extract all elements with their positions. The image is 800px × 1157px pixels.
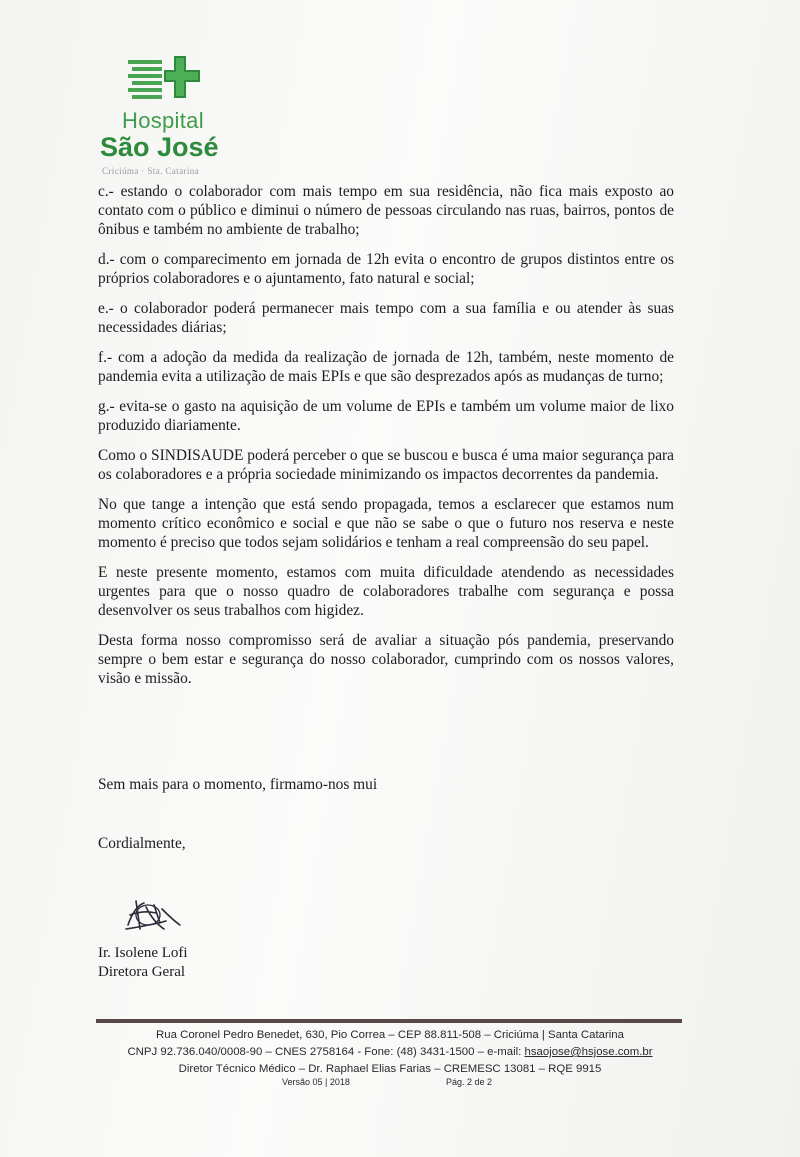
logo-hospital-text: Hospital	[122, 108, 204, 133]
paragraph-sindisaude: Como o SINDISAUDE poderá perceber o que se buscou e busca é uma maior segurança para os colaboradores e a própria sociedade minimizando os impactos decorrentes da pandemia.	[98, 447, 674, 483]
paragraph-f: f.- com a adoção da medida da realização de jornada de 12h, também, neste momento de pandemia evita a utilização de mais EPIs e que são desprezados após as mudanças de turno;	[98, 349, 674, 385]
logo-city-text: Criciúma · Sta. Catarina	[102, 166, 200, 176]
handwritten-signature	[118, 895, 188, 937]
footer-address: Rua Coronel Pedro Benedet, 630, Pio Correa – CEP 88.811-508 – Criciúma | Santa Catarina	[156, 1029, 624, 1041]
footer	[90, 1027, 690, 1078]
paragraph-e: e.- o colaborador poderá permanecer mais tempo com a sua família e ou atender às suas necessidades diárias;	[98, 300, 674, 336]
signer-title: Diretora Geral	[98, 964, 186, 980]
letter-body	[98, 182, 674, 699]
paragraph-dificuldade: E neste presente momento, estamos com muita dificuldade atendendo as necessidades urgentes para que o nosso quadro de colaboradores trabalhe com segurança e possa desenvolver os seus trabalhos com higidez.	[98, 564, 674, 619]
paragraph-c: c.- estando o colaborador com mais tempo em sua residência, não fica mais exposto ao contato com o público e diminui o número de pessoas circulando nas ruas, bairros, pontos de ônibus e também no ambiente de trabalho;	[98, 183, 674, 238]
closing-line: Sem mais para o momento, firmamo-nos mui	[98, 776, 378, 793]
hospital-logo	[98, 52, 248, 182]
greeting-line: Cordialmente,	[98, 835, 186, 852]
footer-contact-text: CNPJ 92.736.040/0008-90 – CNES 2758164 - Fone: (48) 3431-1500 – e-mail:	[127, 1046, 525, 1058]
footer-version: Versão 05 | 2018	[282, 1077, 350, 1087]
footer-divider	[96, 1019, 682, 1023]
paragraph-intencao: No que tange a intenção que está sendo propagada, temos a esclarecer que estamos num momento crítico econômico e social e que não se sabe o que o futuro nos reserva e neste momento é preciso que todos sejam solidários e tenham a real compreensão do seu papel.	[98, 496, 674, 551]
footer-page-number: Pág. 2 de 2	[446, 1077, 493, 1087]
signer-name: Ir. Isolene Lofi	[98, 945, 188, 961]
logo-name-text: São José	[100, 132, 219, 162]
footer-email-link[interactable]: hsaojose@hsjose.com.br	[524, 1046, 653, 1058]
footer-director: Diretor Técnico Médico – Dr. Raphael Elias Farias – CREMESC 13081 – RQE 9915	[178, 1063, 602, 1075]
paragraph-g: g.- evita-se o gasto na aquisição de um volume de EPIs e também um volume maior de lixo produzido diariamente.	[98, 398, 674, 434]
hospital-cross-logo-icon	[128, 54, 208, 106]
paragraph-compromisso: Desta forma nosso compromisso será de avaliar a situação pós pandemia, preservando sempre o bem estar e segurança do nosso colaborador, cumprindo com os nossos valores, visão e missão.	[98, 632, 674, 687]
footer-contact	[90, 1044, 690, 1061]
paragraph-d: d.- com o comparecimento em jornada de 12h evita o encontro de grupos distintos entre os próprios colaboradores e o ajuntamento, fato natural e social;	[98, 251, 674, 287]
signer-block	[98, 944, 188, 982]
